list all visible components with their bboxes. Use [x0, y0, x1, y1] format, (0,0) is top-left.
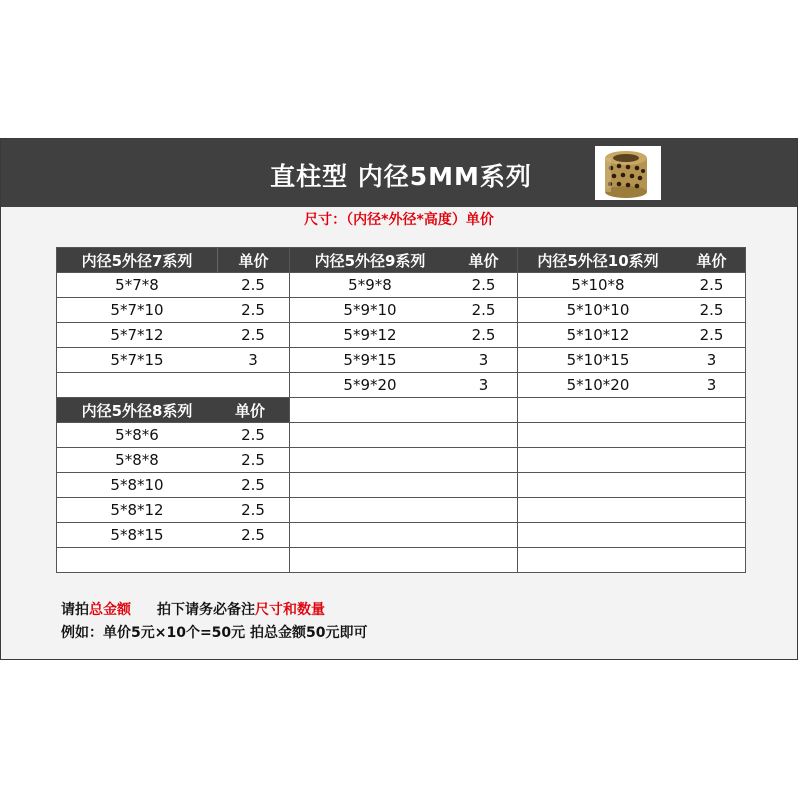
bronze-bushing-icon	[595, 146, 661, 200]
size-cell: 5*8*12	[110, 501, 164, 519]
size-cell: 5*9*8	[348, 276, 392, 294]
order-notes	[61, 599, 368, 645]
table-row-empty	[290, 473, 517, 498]
table-row-empty	[518, 498, 745, 523]
price-cell: 2.5	[241, 326, 265, 344]
price-cell: 2.5	[471, 301, 496, 319]
header-series: 内径5外径8系列	[81, 401, 193, 420]
table-row	[57, 348, 289, 373]
size-cell: 5*9*12	[343, 326, 397, 344]
table-row	[518, 323, 745, 348]
table-row-empty	[290, 448, 517, 473]
column-5x7-5x8	[57, 248, 289, 548]
size-cell: 5*10*8	[571, 276, 625, 294]
column-5x9	[290, 248, 517, 548]
size-cell: 5*9*10	[343, 301, 397, 319]
price-cell: 2.5	[699, 326, 724, 344]
table-row	[57, 273, 289, 298]
price-cell: 2.5	[241, 451, 265, 469]
table-header-5x9	[290, 248, 517, 273]
header-price: 单价	[696, 251, 727, 270]
price-cell: 3	[478, 376, 489, 394]
table-row-empty	[518, 473, 745, 498]
table-row-empty	[518, 448, 745, 473]
price-cell: 2.5	[241, 476, 265, 494]
price-cell: 2.5	[699, 276, 724, 294]
price-cell: 2.5	[471, 326, 496, 344]
table-row-empty	[290, 398, 517, 423]
size-cell: 5*7*15	[110, 351, 164, 369]
table-row	[290, 373, 517, 398]
price-cell: 2.5	[471, 276, 496, 294]
note-highlight-size-qty: 尺寸和数量	[255, 602, 325, 618]
table-row	[518, 373, 745, 398]
table-row-empty	[290, 423, 517, 448]
size-cell: 5*9*15	[343, 351, 397, 369]
table-row	[57, 423, 289, 448]
header-price: 单价	[468, 251, 499, 270]
price-cell: 2.5	[241, 426, 265, 444]
size-cell: 5*8*6	[115, 426, 159, 444]
header-series: 内径5外径10系列	[537, 251, 659, 270]
size-cell: 5*8*8	[115, 451, 159, 469]
table-header-5x10	[518, 248, 745, 273]
product-panel	[0, 138, 798, 660]
header-price: 单价	[238, 251, 269, 270]
table-row	[57, 323, 289, 348]
size-cell: 5*10*15	[566, 351, 630, 369]
table-row-empty	[290, 498, 517, 523]
table-row-empty	[290, 523, 517, 548]
size-format-subtitle: 尺寸：（内径*外径*高度）单价	[304, 212, 494, 228]
size-cell: 5*7*8	[115, 276, 159, 294]
table-row-empty	[518, 523, 745, 548]
header-series: 内径5外径9系列	[314, 251, 426, 270]
table-row	[518, 348, 745, 373]
size-cell: 5*8*15	[110, 526, 164, 544]
table-header-5x7	[57, 248, 289, 273]
title-banner	[1, 139, 797, 207]
banner-title: 直柱型 内径5MM系列	[270, 162, 532, 191]
table-row-empty	[57, 373, 289, 398]
header-series: 内径5外径7系列	[57, 248, 218, 272]
size-cell: 5*9*20	[343, 376, 397, 394]
size-cell: 5*10*20	[566, 376, 630, 394]
price-cell: 3	[706, 376, 717, 394]
price-cell: 2.5	[241, 276, 265, 294]
table-row	[57, 448, 289, 473]
size-cell: 5*10*12	[566, 326, 630, 344]
price-cell: 2.5	[699, 301, 724, 319]
price-cell: 3	[706, 351, 717, 369]
size-cell: 5*8*10	[110, 476, 164, 494]
note-text: 请拍	[61, 602, 89, 618]
table-header-5x8	[57, 398, 289, 423]
table-row-empty	[518, 398, 745, 423]
table-row	[290, 323, 517, 348]
table-row	[290, 273, 517, 298]
table-row	[57, 473, 289, 498]
size-cell: 5*7*12	[110, 326, 164, 344]
table-row	[57, 523, 289, 548]
price-cell: 2.5	[241, 501, 265, 519]
price-cell: 3	[248, 351, 258, 369]
table-row	[518, 273, 745, 298]
table-row	[518, 298, 745, 323]
table-row	[57, 298, 289, 323]
size-cell: 5*10*10	[566, 301, 630, 319]
table-row	[57, 498, 289, 523]
note-line-2: 例如：单价5元×10个=50元 拍总金额50元即可	[61, 625, 368, 641]
note-highlight-total: 总金额	[89, 602, 131, 618]
price-cell: 2.5	[241, 526, 265, 544]
table-row	[290, 298, 517, 323]
price-grid	[56, 247, 746, 573]
note-line-1	[61, 599, 368, 622]
note-text: 拍下请务必备注	[157, 602, 255, 618]
table-row	[290, 348, 517, 373]
header-price: 单价	[235, 401, 266, 420]
size-cell: 5*7*10	[110, 301, 164, 319]
price-cell: 3	[478, 351, 489, 369]
column-5x10	[518, 248, 745, 548]
table-row-empty	[518, 423, 745, 448]
price-cell: 2.5	[241, 301, 265, 319]
